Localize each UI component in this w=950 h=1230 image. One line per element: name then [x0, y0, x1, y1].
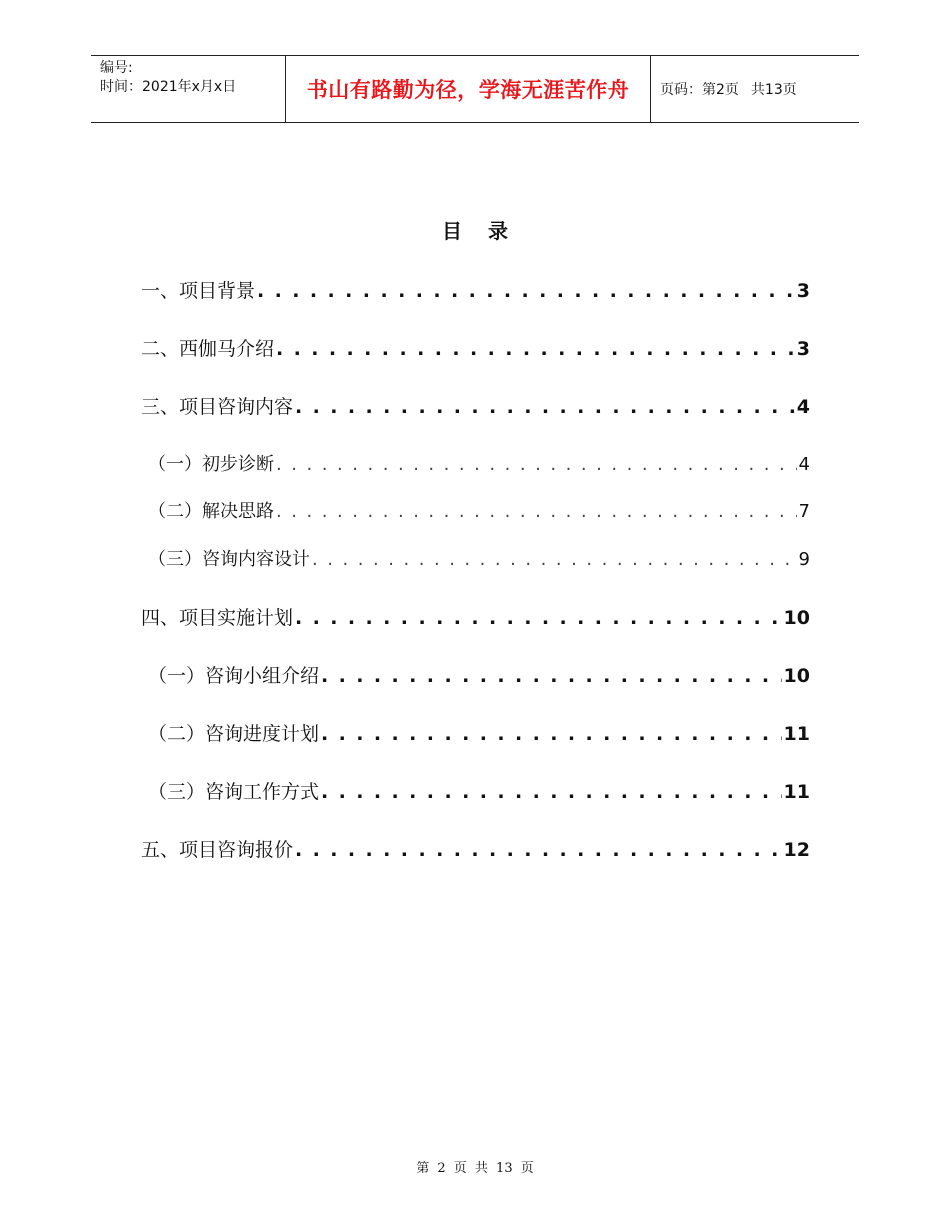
serial-number-label: 编号:: [100, 60, 133, 76]
toc-subentry[interactable]: [148, 719, 810, 746]
toc-subentry[interactable]: [148, 777, 810, 804]
page-total-label: 共13页: [750, 82, 797, 98]
toc-entry-page: 12: [783, 839, 810, 861]
toc-entry-label: （三）咨询内容设计: [148, 549, 310, 570]
toc-entry-page: 10: [783, 607, 810, 629]
toc-entry-label: 三、项目咨询内容: [141, 396, 294, 418]
date-label: 时间：2021年x月x日: [100, 79, 237, 95]
toc-entry-label: （一）初步诊断: [148, 454, 274, 475]
toc-entry-label: 五、项目咨询报价: [141, 839, 294, 861]
toc-entry-page: 10: [783, 665, 810, 687]
toc-leader-dots: [321, 665, 782, 687]
header-motto: 书山有路勤为径，学海无涯苦作舟: [286, 56, 651, 122]
toc-subentry[interactable]: [148, 545, 810, 571]
toc-title: 目录: [442, 219, 534, 243]
toc-entry-page: 4: [796, 396, 810, 418]
document-header: [91, 55, 859, 123]
toc-entry[interactable]: [141, 835, 810, 862]
toc-leader-dots: [295, 396, 795, 418]
toc-entry[interactable]: [141, 392, 810, 419]
toc-entry-page: 3: [796, 338, 810, 360]
toc-entry-label: 二、西伽马介绍: [141, 338, 275, 360]
toc-subentry[interactable]: [148, 661, 810, 688]
toc-entry[interactable]: [141, 276, 810, 303]
toc-leader-dots: [312, 549, 797, 570]
page-footer: 第 2 页 共 13 页: [416, 1161, 534, 1176]
toc-leader-dots: [321, 781, 782, 803]
toc-entry-page: 7: [798, 501, 810, 522]
header-page-code: [651, 56, 859, 122]
toc-entry-label: （二）解决思路: [148, 501, 274, 522]
toc-leader-dots: [276, 454, 797, 475]
toc-entry-label: （三）咨询工作方式: [148, 781, 320, 803]
toc-leader-dots: [276, 501, 797, 522]
toc-subentry[interactable]: [148, 450, 810, 476]
toc-subentry[interactable]: [148, 497, 810, 523]
toc-entry[interactable]: [141, 603, 810, 630]
toc-entry-label: 一、项目背景: [141, 280, 256, 302]
toc-entry-page: 9: [798, 549, 810, 570]
toc-entry-page: 3: [796, 280, 810, 302]
toc-leader-dots: [257, 280, 795, 302]
toc-leader-dots: [276, 338, 795, 360]
toc-entry[interactable]: [141, 334, 810, 361]
page-code-label: 页码：第2页: [660, 82, 739, 98]
toc-leader-dots: [321, 723, 782, 745]
header-meta: [91, 56, 286, 122]
toc-entry-label: （一）咨询小组介绍: [148, 665, 320, 687]
toc-leader-dots: [295, 607, 782, 629]
toc-entry-page: 11: [783, 723, 810, 745]
toc-leader-dots: [295, 839, 782, 861]
toc-entry-page: 4: [798, 454, 810, 475]
toc-entry-label: （二）咨询进度计划: [148, 723, 320, 745]
toc-entry-label: 四、项目实施计划: [141, 607, 294, 629]
toc-entry-page: 11: [783, 781, 810, 803]
